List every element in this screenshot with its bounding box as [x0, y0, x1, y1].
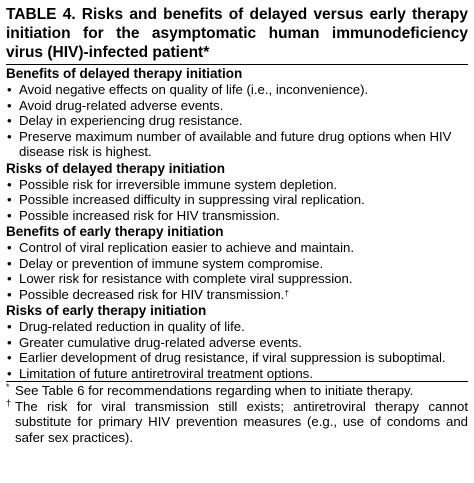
list-item	[6, 319, 468, 335]
item-list	[6, 240, 468, 302]
list-item	[6, 98, 468, 114]
footnote-text: See Table 6 for recommendations regarding when to initiate therapy.	[15, 383, 414, 398]
dagger-footnote-mark: †	[284, 287, 290, 298]
table-4	[6, 0, 468, 445]
list-item	[6, 256, 468, 272]
item-text: Limitation of future antiretroviral treatment options.	[19, 365, 313, 381]
section-benefits-delayed	[6, 65, 468, 160]
item-text: Avoid drug-related adverse events.	[19, 97, 224, 113]
list-item	[6, 287, 468, 303]
footnote	[6, 383, 468, 399]
list-item	[6, 240, 468, 256]
bullet-icon: •	[7, 334, 12, 350]
bullet-icon: •	[7, 128, 12, 144]
item-text: Possible decreased risk for HIV transmission.	[19, 286, 285, 302]
footnote	[6, 399, 468, 446]
list-item	[6, 335, 468, 351]
bullet-icon: •	[7, 207, 12, 223]
item-text: Delay in experiencing drug resistance.	[19, 113, 243, 128]
footnotes	[6, 382, 468, 445]
section-risks-early	[6, 302, 468, 381]
section-heading: Risks of delayed therapy initiation	[6, 160, 226, 176]
table-title: TABLE 4. Risks and benefits of delayed versus early therapy initiation for the asymptomatic human immunodeficiency virus (HIV)-infected patient*	[6, 6, 468, 61]
bullet-icon: •	[7, 192, 12, 207]
list-item	[6, 350, 468, 366]
section-heading: Benefits of early therapy initiation	[6, 224, 224, 239]
item-list	[6, 82, 468, 160]
item-text: Possible increased difficulty in suppressing viral replication.	[19, 192, 365, 207]
list-item	[6, 192, 468, 208]
bullet-icon: •	[7, 365, 12, 381]
item-text: Drug-related reduction in quality of life.	[19, 319, 245, 334]
section-benefits-early	[6, 223, 468, 302]
list-item	[6, 113, 468, 129]
bullet-icon: •	[7, 350, 12, 365]
bullet-icon: •	[7, 255, 12, 271]
bullet-icon: •	[7, 286, 12, 302]
item-list	[6, 319, 468, 381]
list-item	[6, 271, 468, 287]
item-text: Possible increased risk for HIV transmission.	[19, 207, 280, 223]
item-text: Control of viral replication easier to achieve and maintain.	[19, 240, 354, 255]
item-text: Avoid negative effects on quality of life (i.e., inconvenience).	[19, 82, 369, 97]
bullet-icon: •	[7, 97, 12, 113]
item-text: Possible risk for irreversible immune system depletion.	[19, 176, 338, 192]
item-text: Lower risk for resistance with complete viral suppression.	[19, 271, 353, 286]
section-risks-delayed	[6, 160, 468, 224]
list-item	[6, 177, 468, 193]
bullet-icon: •	[7, 113, 12, 128]
item-list	[6, 177, 468, 224]
footnote-mark: *	[6, 382, 10, 392]
list-item	[6, 366, 468, 382]
list-item	[6, 129, 468, 160]
bullet-icon: •	[7, 271, 12, 286]
item-text: Greater cumulative drug-related adverse events.	[19, 334, 302, 350]
list-item	[6, 82, 468, 98]
section-heading: Risks of early therapy initiation	[6, 303, 207, 318]
item-text: Earlier development of drug resistance, if viral suppression is suboptimal.	[19, 350, 446, 365]
bullet-icon: •	[7, 176, 12, 192]
bullet-icon: •	[7, 240, 12, 255]
bullet-icon: •	[7, 82, 12, 97]
footnote-text: The risk for viral transmission still exists; antiretroviral therapy cannot substitute for primary HIV prevention measures (e.g., use of condoms and safer sex practices).	[15, 398, 468, 445]
footnote-mark: †	[6, 397, 12, 408]
item-text: Delay or prevention of immune system compromise.	[19, 255, 324, 271]
section-heading: Benefits of delayed therapy initiation	[6, 66, 243, 81]
item-text: Preserve maximum number of available and future drug options when HIV disease risk is highest.	[19, 128, 452, 159]
bullet-icon: •	[7, 319, 12, 334]
list-item	[6, 208, 468, 224]
